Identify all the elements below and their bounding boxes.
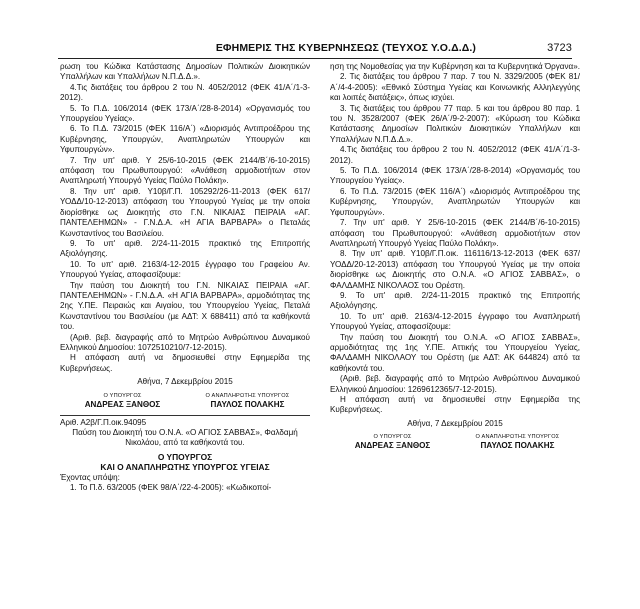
decision-title: Παύση του Διοικητή του Ο.Ν.Α. «Ο ΑΓΙΟΣ ΣΑΒΒΑΣ», Φαλδαμή Νικολάου, από τα καθήκοντά του.: [72, 428, 298, 448]
decision-heading: ΚΑΙ Ο ΑΝΑΠΛΗΡΩΤΗΣ ΥΠΟΥΡΓΟΣ ΥΓΕΙΑΣ: [100, 462, 270, 473]
paragraph: Έχοντας υπόψη:: [60, 473, 120, 482]
signatory-role: Ο ΑΝΑΠΛΗΡΩΤΗΣ ΥΠΟΥΡΓΟΣ: [205, 392, 290, 399]
paragraph: 9. Το υπ' αριθ. 2/24-11-2015 πρακτικό της Επιτροπής Αξιολόγησης.: [60, 238, 310, 259]
paragraph: 4.Τις διατάξεις του άρθρου 2 του Ν. 4052/2012 (ΦΕΚ 41/Α΄/1-3-2012).: [60, 82, 310, 103]
paragraph: 7. Την υπ' αριθ. Υ 25/6-10-2015 (ΦΕΚ 2144/Β΄/6-10-2015) απόφαση του Πρωθυπουργού: «Ανάθεση αρμοδιοτήτων στον Αναπληρωτή Υπουργό Υγείας Παύλο Πολάκη».: [330, 218, 580, 248]
paragraph: 2. Τις διατάξεις του άρθρου 7 παρ. 7 του Ν. 3329/2005 (ΦΕΚ 81/Α΄/4-4-2005): «Εθνικό Σύστημα Υγείας και Κοινωνικής Αλληλεγγύης και λοιπές διατάξεις», όπως ισχύει.: [330, 72, 580, 103]
signatory-role: Ο ΥΠΟΥΡΓΟΣ: [373, 434, 412, 441]
signature-block: [60, 392, 310, 410]
paragraph: Η απόφαση αυτή να δημοσιευθεί στην Εφημερίδα της Κυβερνήσεως.: [330, 395, 580, 415]
paragraph: Η απόφαση αυτή να δημοσιευθεί στην Εφημερίδα της Κυβερνήσεως.: [60, 353, 310, 373]
decision-heading: Ο ΥΠΟΥΡΓΟΣ: [157, 451, 213, 462]
signatory-name: ΠΑΥΛΟΣ ΠΟΛΑΚΗΣ: [210, 399, 285, 409]
right-column: [330, 62, 580, 451]
signatory-role: Ο ΥΠΟΥΡΓΟΣ: [103, 392, 142, 399]
paragraph: 10. Το υπ' αριθ. 2163/4-12-2015 έγγραφο του Αναπληρωτή Υπουργού Υγείας, αποφασίζουμε:: [330, 311, 580, 332]
signing-date: Αθήνα, 7 Δεκεμβρίου 2015: [137, 377, 233, 387]
paragraph: Την παύση του Διοικητή του Ο.Ν.Α. «Ο ΑΓΙΟΣ ΣΑΒΒΑΣ», αρμοδιότητας της 1ης Υ.ΠΕ. Αττικής του Υπουργείου Υγείας, ΦΑΛΔΑΜΗ ΝΙΚΟΛΑΟΥ του Ορέστη (με ΑΔΤ: ΑΚ 644824) από τα καθήκοντά του.: [330, 332, 580, 373]
signing-date: Αθήνα, 7 Δεκεμβρίου 2015: [407, 418, 503, 428]
signatory-name: ΑΝΔΡΕΑΣ ΞΑΝΘΟΣ: [354, 441, 431, 451]
decision-divider: [60, 415, 310, 416]
paragraph: 6. Το Π.Δ. 73/2015 (ΦΕΚ 116/Α΄) «Διορισμός Αντιπροέδρου της Κυβέρνησης, Υπουργών, Αναπληρωτών Υπουργών και Υφυπουργών».: [330, 186, 580, 217]
signatory-role: Ο ΑΝΑΠΛΗΡΩΤΗΣ ΥΠΟΥΡΓΟΣ: [475, 434, 560, 441]
paragraph: 10. Το υπ' αριθ. 2163/4-12-2015 έγγραφο του Γραφείου Αν. Υπουργού Υγείας, αποφασίζουμε:: [60, 259, 310, 280]
paragraph: 9. Το υπ' αριθ. 2/24-11-2015 πρακτικό της Επιτροπής Αξιολόγησης.: [330, 290, 580, 311]
signature-block: [330, 433, 580, 451]
paragraph: (Αριθ. βεβ. διαγραφής από το Μητρώο Ανθρώπινου Δυναμικού Ελληνικού Δημοσίου: 1072510210/7-12-2015).: [60, 332, 310, 352]
paragraph: (Αριθ. βεβ. διαγραφής από το Μητρώο Ανθρώπινου Δυναμικού Ελληνικού Δημοσίου: 1269612365/7-12-2015).: [330, 374, 580, 394]
gazette-title: ΕΦΗΜΕΡΙΣ ΤΗΣ ΚΥΒΕΡΝΗΣΕΩΣ (ΤΕΥΧΟΣ Υ.Ο.Δ.Δ.): [215, 42, 476, 54]
header-divider: [58, 58, 572, 59]
paragraph: ηση της Νομοθεσίας για την Κυβέρνηση και τα Κυβερνητικά Όργανα».: [330, 62, 580, 71]
paragraph: ρωση του Κώδικα Κατάστασης Δημοσίων Πολιτικών Διοικητικών Υπαλλήλων και Υπαλλήλων Ν.Π.Δ.Δ.».: [60, 62, 310, 82]
page-header: [58, 42, 572, 56]
decision-number: Αριθ. Α2β/Γ.Π.οικ.94095: [60, 417, 147, 427]
signatory-name: ΠΑΥΛΟΣ ΠΟΛΑΚΗΣ: [480, 441, 555, 451]
paragraph: Την παύση του Διοικητή του Γ.Ν. ΝΙΚΑΙΑΣ ΠΕΙΡΑΙΑ «ΑΓ. ΠΑΝΤΕΛΕΗΜΩΝ» - Γ.Ν.Δ.Α. «Η ΑΓΙΑ ΒΑΡΒΑΡΑ», αρμοδιότητας της 2ης Υ.ΠΕ. Πειραιώς και Αιγαίου, του Υπουργείου Υγείας, Πεταλά Κωνσταντίνου του Βασιλείου (με ΑΔΤ: Χ 688411) από τα καθήκοντά του.: [60, 280, 310, 332]
left-column: [60, 62, 310, 494]
paragraph: 5. Το Π.Δ. 106/2014 (ΦΕΚ 173/Α΄/28-8-2014) «Οργανισμός του Υπουργείου Υγείας».: [330, 166, 580, 186]
paragraph: 8. Την υπ' αριθ. Υ10β/Γ.Π. 105292/26-11-2013 (ΦΕΚ 617/ΥΟΔΔ/10-12-2013) απόφαση του Υπουργού Υγείας με την οποία διορίσθηκε ως Διοικητής στο Γ.Ν. ΝΙΚΑΙΑΣ ΠΕΙΡΑΙΑ «ΑΓ. ΠΑΝΤΕΛΕΗΜΩΝ» - Γ.Ν.Δ.Α. «Η ΑΓΙΑ ΒΑΡΒΑΡΑ» ο Πεταλάς Κωνσταντίνος του Βασιλείου.: [60, 186, 310, 238]
paragraph: 6. Το Π.Δ. 73/2015 (ΦΕΚ 116/Α΄) «Διορισμός Αντιπροέδρου της Κυβέρνησης, Υπουργών, Αναπληρωτών Υπουργών και Υφυπουργών».: [60, 124, 310, 155]
page-number: 3723: [547, 42, 572, 54]
paragraph: 1. Το Π.δ. 63/2005 (ΦΕΚ 98/Α΄/22-4-2005): «Κωδικοποί-: [70, 483, 272, 493]
paragraph: 8. Την υπ' αριθ. Υ10β/Γ.Π.οικ. 116116/13-12-2013 (ΦΕΚ 637/ΥΟΔΔ/20-12-2013) απόφαση του Υπουργού Υγείας με την οποία διορίσθηκε ως Διοικητής στο Ο.Ν.Α. «Ο ΑΓΙΟΣ ΣΑΒΒΑΣ», ο ΦΑΛΔΑΜΗΣ ΝΙΚΟΛΑΟΣ του Ορέστη.: [330, 249, 580, 290]
paragraph: 3. Τις διατάξεις του άρθρου 77 παρ. 5 και του άρθρου 80 παρ. 1 του Ν. 3528/2007 (ΦΕΚ 26/Α΄/9-2-2007): «Κύρωση του Κώδικα Κατάστασης Δημοσίων Πολιτικών Διοικητικών Υπαλλήλων και Υπαλλήλων Ν.Π.Δ.Δ.».: [330, 103, 580, 144]
signatory-name: ΑΝΔΡΕΑΣ ΞΑΝΘΟΣ: [84, 399, 161, 409]
paragraph: 4.Τις διατάξεις του άρθρου 2 του Ν. 4052/2012 (ΦΕΚ 41/Α΄/1-3-2012).: [330, 145, 580, 165]
paragraph: 7. Την υπ' αριθ. Υ 25/6-10-2015 (ΦΕΚ 2144/Β΄/6-10-2015) απόφαση του Πρωθυπουργού: «Ανάθεση αρμοδιοτήτων στον Αναπληρωτή Υπουργό Υγείας Παύλο Πολάκη».: [60, 155, 310, 186]
paragraph: 5. Το Π.Δ. 106/2014 (ΦΕΚ 173/Α΄/28-8-2014) «Οργανισμός του Υπουργείου Υγείας».: [60, 103, 310, 124]
